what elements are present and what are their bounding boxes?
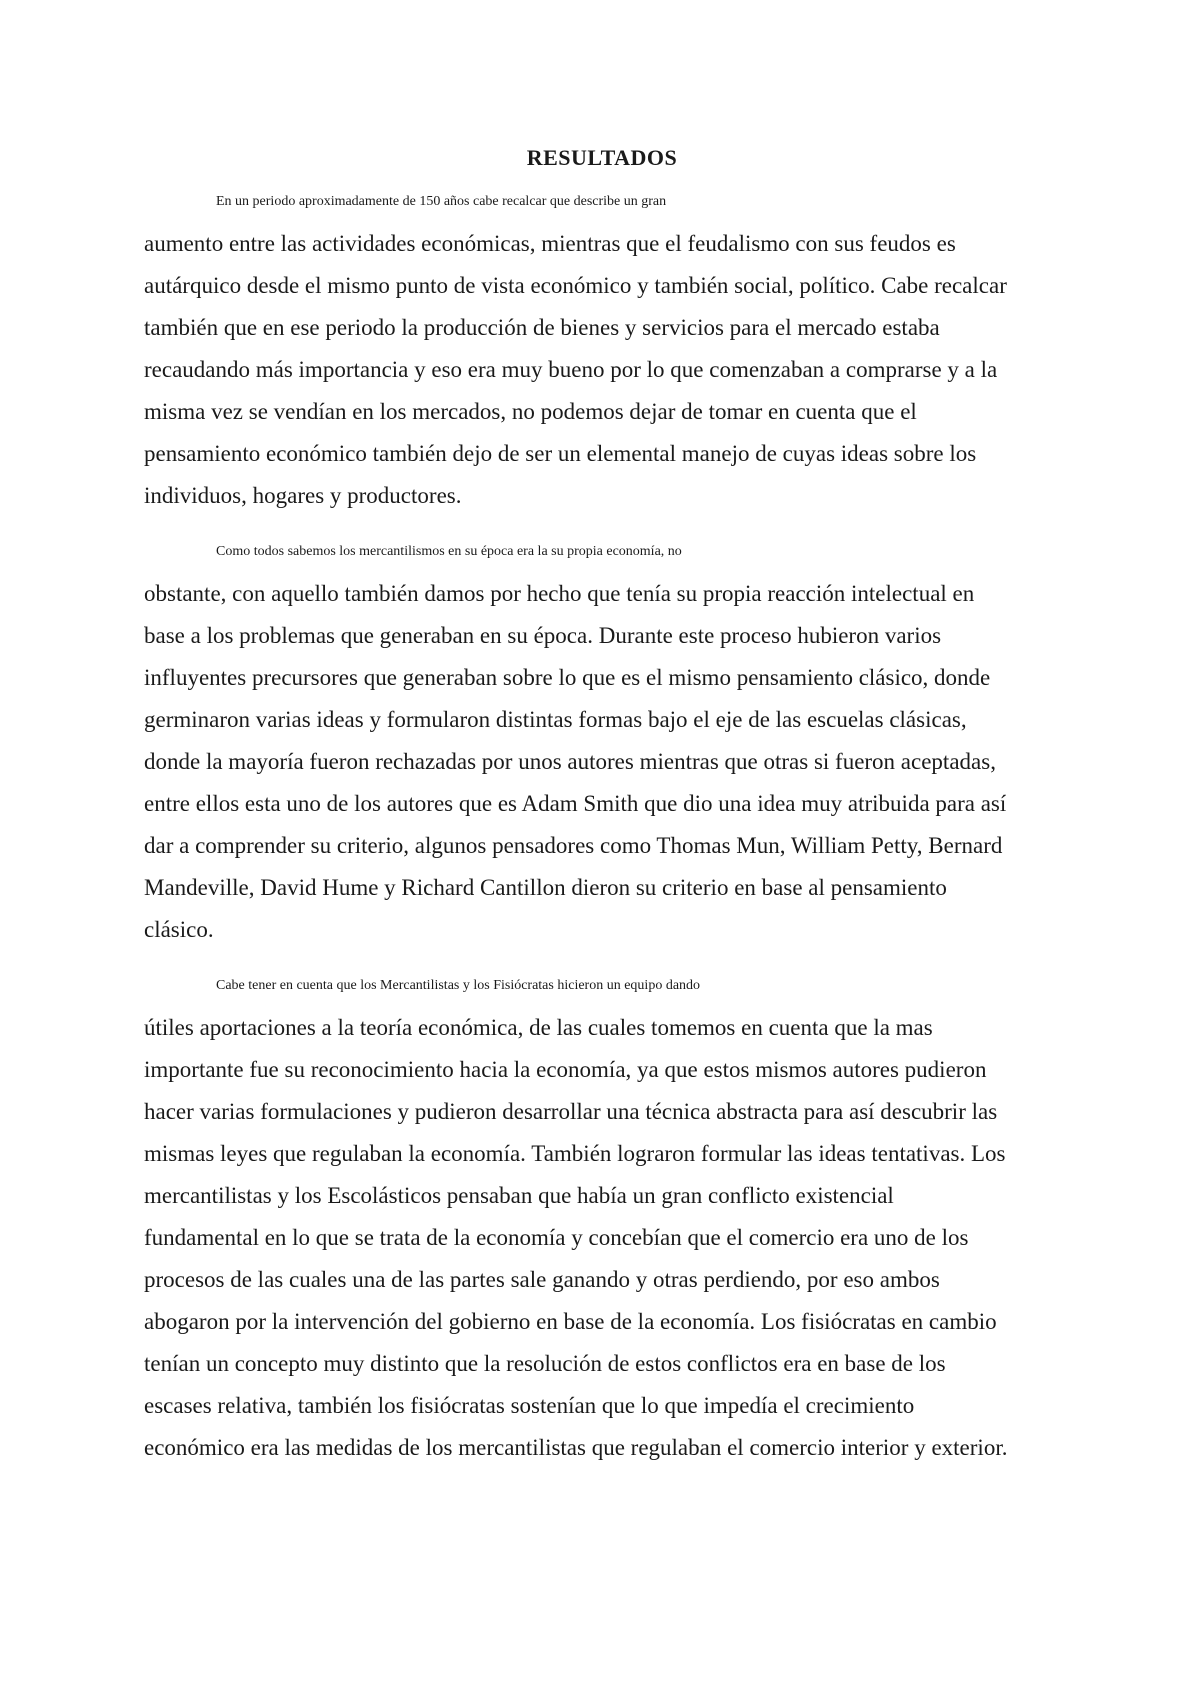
- paragraph-line: procesos de las cuales una de las partes sale ganando y otras perdiendo, por eso ambos: [144, 1267, 940, 1292]
- paragraph-line: recaudando más importancia y eso era muy bueno por lo que comenzaban a comprarse y a la: [144, 357, 998, 382]
- paragraph-line: dar a comprender su criterio, algunos pensadores como Thomas Mun, William Petty, Bernard: [144, 833, 1003, 858]
- paragraph: [144, 531, 1060, 951]
- paragraph-line: hacer varias formulaciones y pudieron desarrollar una técnica abstracta para así descubrir las: [144, 1099, 998, 1124]
- paragraph-line: autárquico desde el mismo punto de vista económico y también social, político. Cabe recalcar: [144, 273, 1007, 298]
- document-body: [144, 142, 1060, 1483]
- paragraph-line: Cabe tener en cuenta que los Mercantilistas y los Fisiócratas hicieron un equipo dando: [216, 978, 701, 993]
- section-heading: RESULTADOS: [526, 145, 678, 170]
- paragraph-container: [144, 181, 1060, 1469]
- paragraph-line: mercantilistas y los Escolásticos pensaban que había un gran conflicto existencial: [144, 1183, 894, 1208]
- paragraph-line: abogaron por la intervención del gobierno en base de la economía. Los fisiócratas en cambio: [144, 1309, 997, 1334]
- paragraph-line: clásico.: [144, 917, 214, 942]
- paragraph-line: entre ellos esta uno de los autores que es Adam Smith que dio una idea muy atribuida para así: [144, 791, 1007, 816]
- paragraph-line: útiles aportaciones a la teoría económica, de las cuales tomemos en cuenta que la mas: [144, 1015, 933, 1040]
- paragraph: [144, 965, 1060, 1469]
- paragraph-line: escases relativa, también los fisiócratas sostenían que lo que impedía el crecimiento: [144, 1393, 915, 1418]
- paragraph-line: importante fue su reconocimiento hacia la economía, ya que estos mismos autores pudieron: [144, 1057, 987, 1082]
- paragraph-line: germinaron varias ideas y formularon distintas formas bajo el eje de las escuelas clásicas,: [144, 707, 967, 732]
- paragraph-line: individuos, hogares y productores.: [144, 483, 462, 508]
- paragraph-line: obstante, con aquello también damos por hecho que tenía su propia reacción intelectual en: [144, 581, 975, 606]
- paragraph-line: aumento entre las actividades económicas, mientras que el feudalismo con sus feudos es: [144, 231, 956, 256]
- paragraph-line: mismas leyes que regulaban la economía. También lograron formular las ideas tentativas. Los: [144, 1141, 1006, 1166]
- paragraph-line: misma vez se vendían en los mercados, no podemos dejar de tomar en cuenta que el: [144, 399, 917, 424]
- paragraph-line: donde la mayoría fueron rechazadas por unos autores mientras que otras si fueron aceptadas,: [144, 749, 996, 774]
- paragraph: [144, 181, 1060, 517]
- paragraph-line: fundamental en lo que se trata de la economía y concebían que el comercio era uno de los: [144, 1225, 969, 1250]
- paragraph-line: influyentes precursores que generaban sobre lo que es el mismo pensamiento clásico, donde: [144, 665, 991, 690]
- paragraph-line: pensamiento económico también dejo de ser un elemental manejo de cuyas ideas sobre los: [144, 441, 977, 466]
- paragraph-line: tenían un concepto muy distinto que la resolución de estos conflictos era en base de los: [144, 1351, 946, 1376]
- paragraph-line: también que en ese periodo la producción de bienes y servicios para el mercado estaba: [144, 315, 940, 340]
- paragraph-line: En un periodo aproximadamente de 150 años cabe recalcar que describe un gran: [216, 194, 667, 209]
- paragraph-line: Mandeville, David Hume y Richard Cantillon dieron su criterio en base al pensamiento: [144, 875, 947, 900]
- paragraph-line: base a los problemas que generaban en su época. Durante este proceso hubieron varios: [144, 623, 942, 648]
- paragraph-line: económico era las medidas de los mercantilistas que regulaban el comercio interior y exterior.: [144, 1435, 1008, 1460]
- paragraph-line: Como todos sabemos los mercantilismos en su época era la su propia economía, no: [216, 544, 682, 559]
